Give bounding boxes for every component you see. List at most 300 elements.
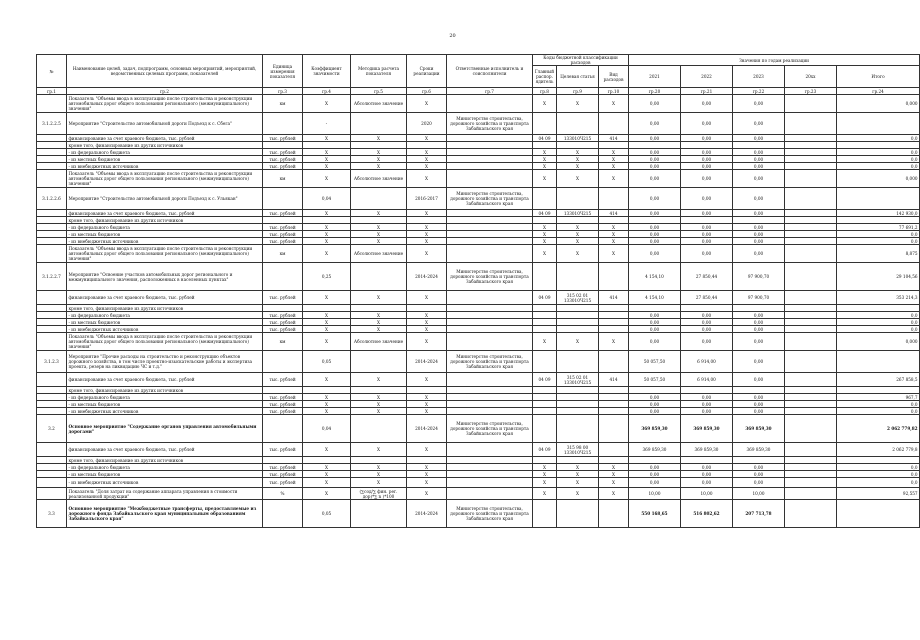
cell-responsible: [447, 231, 533, 238]
cell-term: [407, 305, 447, 312]
cell-unit: тыс. рублей: [263, 163, 303, 170]
cell-method: [351, 263, 407, 291]
cell-kbk-target: [557, 319, 599, 326]
cell-20xx: [785, 408, 837, 415]
cell-kbk-target: [557, 408, 599, 415]
cell-name: финансирование за счет краевого бюджета, тыс. рублей: [67, 443, 263, 457]
cell-method: Х: [351, 238, 407, 245]
cell-2023: 0,00: [733, 401, 785, 408]
cell-unit: [263, 142, 303, 149]
cell-kbk-kind: Х: [599, 245, 629, 263]
cell-num: [37, 319, 67, 326]
cell-responsible: [447, 238, 533, 245]
cell-kbk-target: [557, 312, 599, 319]
cell-unit: тыс. рублей: [263, 394, 303, 401]
cell-2021: 10,00: [629, 488, 681, 500]
cell-kbk-main: [533, 312, 557, 319]
cell-num: [37, 443, 67, 457]
cell-name: - из внебюджетных источников: [67, 163, 263, 170]
cell-num: [37, 394, 67, 401]
cell-term: Х: [407, 245, 447, 263]
cell-coef: [303, 387, 351, 394]
cell-kbk-target: [557, 500, 599, 528]
cell-term: [407, 457, 447, 464]
cell-responsible: [447, 464, 533, 471]
cell-kbk-kind: 414: [599, 373, 629, 387]
cell-total: [837, 387, 920, 394]
cell-unit: км: [263, 95, 303, 113]
cell-method: Х: [351, 319, 407, 326]
table-row: [37, 170, 920, 188]
cell-coef: 0,04: [303, 415, 351, 443]
cell-unit: тыс. рублей: [263, 326, 303, 333]
cell-kbk-kind: [599, 401, 629, 408]
header-kbk-target: Целевая статья: [557, 66, 599, 88]
cell-term: Х: [407, 149, 447, 156]
cell-kbk-kind: Х: [599, 238, 629, 245]
cell-coef: Х: [303, 231, 351, 238]
header-coef: Коэффициент значимости: [303, 55, 351, 88]
cell-unit: тыс. рублей: [263, 156, 303, 163]
cell-term: Х: [407, 238, 447, 245]
cell-2022: 0,00: [681, 394, 733, 401]
cell-responsible: [447, 319, 533, 326]
cell-method: [351, 500, 407, 528]
cell-responsible: [447, 156, 533, 163]
table-row: [37, 224, 920, 231]
cell-kbk-main: [533, 326, 557, 333]
cell-2023: 0,00: [733, 478, 785, 488]
cell-2021: 0,00: [629, 394, 681, 401]
cell-method: Х: [351, 291, 407, 305]
cell-total: 0,0: [837, 163, 920, 170]
cell-kbk-main: Х: [533, 163, 557, 170]
cell-coef: Х: [303, 401, 351, 408]
cell-coef: Х: [303, 238, 351, 245]
cell-total: 967,7: [837, 394, 920, 401]
cell-20xx: [785, 263, 837, 291]
cell-num: [37, 170, 67, 188]
cell-kbk-main: 04 09: [533, 373, 557, 387]
cell-2023: 369 859,30: [733, 443, 785, 457]
cell-kbk-target: [557, 326, 599, 333]
cell-method: Х: [351, 471, 407, 478]
cell-total: 8,875: [837, 245, 920, 263]
cell-2023: 0,00: [733, 170, 785, 188]
cell-unit: км: [263, 170, 303, 188]
cell-2022: 27 850,44: [681, 263, 733, 291]
cell-kbk-main: Х: [533, 478, 557, 488]
cell-20xx: [785, 319, 837, 326]
cell-2021: 0,00: [629, 326, 681, 333]
cell-kbk-target: [557, 401, 599, 408]
cell-kbk-target: [557, 394, 599, 401]
cell-term: Х: [407, 326, 447, 333]
cell-kbk-target: Х: [557, 245, 599, 263]
cell-method: Х: [351, 401, 407, 408]
cell-responsible: [447, 291, 533, 305]
cell-term: Х: [407, 231, 447, 238]
cell-kbk-main: [533, 113, 557, 135]
cell-kbk-target: [557, 387, 599, 394]
header-term: Сроки реализации: [407, 55, 447, 88]
cell-kbk-kind: [599, 113, 629, 135]
cell-name: Основное мероприятие "Содержание органов управления автомобильными дорогами": [67, 415, 263, 443]
cell-unit: тыс. рублей: [263, 373, 303, 387]
cell-2023: 97 900,70: [733, 263, 785, 291]
cell-total: 2 062 779,8: [837, 443, 920, 457]
column-number-cell: гр.21: [681, 88, 733, 95]
cell-2023: [733, 457, 785, 464]
cell-total: 0,0: [837, 464, 920, 471]
cell-term: 2014-2024: [407, 351, 447, 373]
cell-kbk-kind: [599, 387, 629, 394]
cell-method: Х: [351, 443, 407, 457]
cell-unit: %: [263, 488, 303, 500]
cell-num: [37, 373, 67, 387]
cell-2023: 0,00: [733, 394, 785, 401]
table-row: [37, 238, 920, 245]
cell-total: 0,0: [837, 471, 920, 478]
cell-name: - из федерального бюджета: [67, 149, 263, 156]
cell-term: Х: [407, 312, 447, 319]
cell-num: [37, 471, 67, 478]
cell-2022: 0,00: [681, 245, 733, 263]
cell-2021: 0,00: [629, 471, 681, 478]
cell-kbk-kind: [599, 326, 629, 333]
cell-term: Х: [407, 135, 447, 142]
cell-kbk-target: [557, 351, 599, 373]
cell-method: [351, 305, 407, 312]
cell-total: 0,0: [837, 401, 920, 408]
header-values-group: Значения по годам реализации: [629, 55, 920, 66]
cell-kbk-main: Х: [533, 231, 557, 238]
table-row: [37, 373, 920, 387]
program-table: [36, 54, 920, 528]
cell-2023: [733, 387, 785, 394]
cell-term: Х: [407, 156, 447, 163]
cell-unit: тыс. рублей: [263, 319, 303, 326]
cell-total: 0,000: [837, 170, 920, 188]
table-row: [37, 231, 920, 238]
cell-method: Х: [351, 163, 407, 170]
cell-coef: Х: [303, 163, 351, 170]
cell-2023: 0,00: [733, 464, 785, 471]
cell-coef: Х: [303, 464, 351, 471]
cell-kbk-main: [533, 217, 557, 224]
cell-method: [351, 217, 407, 224]
cell-kbk-target: [557, 217, 599, 224]
cell-coef: 0,05: [303, 500, 351, 528]
column-number-cell: гр.6: [407, 88, 447, 95]
cell-kbk-target: 315 02 01 133010Ч215: [557, 373, 599, 387]
cell-kbk-main: Х: [533, 464, 557, 471]
cell-kbk-target: [557, 457, 599, 464]
cell-20xx: [785, 373, 837, 387]
cell-2022: 0,00: [681, 170, 733, 188]
cell-num: [37, 401, 67, 408]
cell-kbk-kind: [599, 394, 629, 401]
cell-2023: 0,00: [733, 163, 785, 170]
cell-term: 2014-2024: [407, 263, 447, 291]
cell-2022: [681, 457, 733, 464]
table-row: [37, 156, 920, 163]
cell-responsible: [447, 488, 533, 500]
cell-20xx: [785, 305, 837, 312]
cell-kbk-main: Х: [533, 333, 557, 351]
cell-total: 0,0: [837, 319, 920, 326]
cell-unit: тыс. рублей: [263, 408, 303, 415]
cell-coef: Х: [303, 170, 351, 188]
table-row: [37, 291, 920, 305]
cell-kbk-main: [533, 319, 557, 326]
cell-unit: тыс. рублей: [263, 224, 303, 231]
cell-name: - из федерального бюджета: [67, 224, 263, 231]
cell-kbk-main: Х: [533, 488, 557, 500]
cell-2022: 0,00: [681, 312, 733, 319]
cell-method: Абсолютное значение: [351, 95, 407, 113]
cell-name: Показатель "Объемы ввода в эксплуатацию после строительства и реконструкции автомобильных дорог общего пользования регионального (межмуниципального) значения": [67, 245, 263, 263]
cell-name: кроме того, финансирование из других источников: [67, 457, 263, 464]
cell-kbk-main: [533, 415, 557, 443]
cell-total: [837, 457, 920, 464]
cell-unit: [263, 500, 303, 528]
cell-num: [37, 217, 67, 224]
cell-name: финансирование за счет краевого бюджета, тыс. рублей: [67, 373, 263, 387]
cell-kbk-main: 04 09: [533, 443, 557, 457]
cell-20xx: [785, 351, 837, 373]
cell-kbk-kind: Х: [599, 170, 629, 188]
cell-term: 2020: [407, 113, 447, 135]
header-year-20xx: 20хх: [785, 66, 837, 88]
cell-2021: 0,00: [629, 464, 681, 471]
cell-kbk-main: 04 09: [533, 210, 557, 217]
cell-20xx: [785, 500, 837, 528]
cell-responsible: [447, 149, 533, 156]
column-number-cell: гр.4: [303, 88, 351, 95]
cell-term: Х: [407, 401, 447, 408]
cell-2022: 369 859,30: [681, 443, 733, 457]
cell-kbk-target: Х: [557, 149, 599, 156]
table-row: [37, 210, 920, 217]
cell-2023: 0,00: [733, 333, 785, 351]
cell-2022: [681, 142, 733, 149]
cell-kbk-target: Х: [557, 488, 599, 500]
cell-num: 3.2: [37, 415, 67, 443]
cell-name: - из местных бюджетов: [67, 231, 263, 238]
cell-2022: 0,00: [681, 149, 733, 156]
cell-2023: 0,00: [733, 135, 785, 142]
cell-responsible: Министерство строительства, дорожного хозяйства и транспорта Забайкальского края: [447, 263, 533, 291]
cell-term: 2016-2017: [407, 188, 447, 210]
cell-responsible: [447, 245, 533, 263]
cell-coef: Х: [303, 326, 351, 333]
cell-2023: 0,00: [733, 224, 785, 231]
cell-num: [37, 163, 67, 170]
cell-kbk-main: 04 09: [533, 291, 557, 305]
cell-method: [351, 415, 407, 443]
table-header: [37, 55, 920, 95]
cell-name: Мероприятие "Освоение участков автомобильных дорог регионального и межмуниципального значения, расположенных в населенных пунктах": [67, 263, 263, 291]
cell-kbk-main: [533, 500, 557, 528]
cell-num: [37, 95, 67, 113]
cell-2022: 0,00: [681, 478, 733, 488]
cell-kbk-main: Х: [533, 156, 557, 163]
header-year-2021: 2021: [629, 66, 681, 88]
cell-2021: 50 057,50: [629, 373, 681, 387]
cell-unit: [263, 217, 303, 224]
cell-name: Мероприятие "Строительство автомобильной дороги Подъезд к с. Ульякан": [67, 188, 263, 210]
cell-2021: 0,00: [629, 113, 681, 135]
cell-responsible: [447, 224, 533, 231]
cell-term: Х: [407, 319, 447, 326]
cell-2023: 0,00: [733, 113, 785, 135]
table-row: [37, 263, 920, 291]
table-row: [37, 163, 920, 170]
cell-num: [37, 464, 67, 471]
cell-responsible: [447, 373, 533, 387]
cell-kbk-target: Х: [557, 231, 599, 238]
cell-num: [37, 210, 67, 217]
cell-20xx: [785, 113, 837, 135]
cell-total: 0,0: [837, 231, 920, 238]
cell-coef: 0,25: [303, 263, 351, 291]
cell-kbk-kind: [599, 500, 629, 528]
cell-kbk-target: Х: [557, 471, 599, 478]
cell-2022: [681, 217, 733, 224]
cell-2022: 0,00: [681, 231, 733, 238]
cell-num: 3.1.2.3: [37, 351, 67, 373]
cell-total: [837, 500, 920, 528]
cell-2021: 0,00: [629, 245, 681, 263]
cell-unit: тыс. рублей: [263, 312, 303, 319]
cell-kbk-kind: Х: [599, 478, 629, 488]
cell-responsible: [447, 305, 533, 312]
cell-20xx: [785, 163, 837, 170]
cell-name: Мероприятие "Прочие расходы на строительство и реконструкцию объектов дорожного хозяйства, в том числе проектно-изыскательские работы и экспертиза проекта, резерв на ликвидацию ЧС и т.д.": [67, 351, 263, 373]
column-number-cell: гр.24: [837, 88, 920, 95]
cell-total: [837, 142, 920, 149]
cell-coef: Х: [303, 95, 351, 113]
column-number-row: [37, 88, 920, 95]
cell-num: [37, 488, 67, 500]
cell-20xx: [785, 333, 837, 351]
table-row: [37, 333, 920, 351]
cell-term: Х: [407, 408, 447, 415]
cell-2021: 550 168,65: [629, 500, 681, 528]
header-name: Наименование целей, задач, подпрограмм, основных мероприятий, мероприятий, ведомственных целевых программ, показателей: [67, 55, 263, 88]
table-row: [37, 312, 920, 319]
cell-kbk-main: Х: [533, 95, 557, 113]
cell-2021: 0,00: [629, 401, 681, 408]
cell-responsible: [447, 95, 533, 113]
cell-2021: 50 057,50: [629, 351, 681, 373]
cell-kbk-main: [533, 457, 557, 464]
cell-num: 3.1.2.2.6: [37, 188, 67, 210]
cell-responsible: [447, 387, 533, 394]
cell-2021: [629, 387, 681, 394]
cell-responsible: Министерство строительства, дорожного хозяйства и транспорта Забайкальского края: [447, 113, 533, 135]
cell-20xx: [785, 231, 837, 238]
cell-2023: [733, 217, 785, 224]
cell-2022: [681, 387, 733, 394]
cell-kbk-kind: Х: [599, 333, 629, 351]
cell-method: Х: [351, 326, 407, 333]
cell-method: [351, 113, 407, 135]
cell-method: [351, 188, 407, 210]
cell-name: Основное мероприятие "Межбюджетные трансферты, предоставляемые из дорожного фонда Забайкальского края муниципальным образованиям Забайкальского края": [67, 500, 263, 528]
cell-num: [37, 245, 67, 263]
cell-method: Х: [351, 373, 407, 387]
cell-term: Х: [407, 443, 447, 457]
cell-unit: [263, 351, 303, 373]
cell-method: Х: [351, 408, 407, 415]
cell-name: - из федерального бюджета: [67, 394, 263, 401]
column-number-cell: гр.9: [557, 88, 599, 95]
cell-total: [837, 217, 920, 224]
cell-total: 29 104,56: [837, 263, 920, 291]
cell-2023: 0,00: [733, 326, 785, 333]
cell-responsible: [447, 471, 533, 478]
cell-num: [37, 312, 67, 319]
cell-total: 2 062 779,82: [837, 415, 920, 443]
cell-2021: 0,00: [629, 170, 681, 188]
header-method: Методика расчета показателя: [351, 55, 407, 88]
cell-coef: [303, 457, 351, 464]
cell-total: 142 930,0: [837, 210, 920, 217]
cell-2023: 0,00: [733, 238, 785, 245]
cell-name: - из местных бюджетов: [67, 319, 263, 326]
cell-kbk-target: Х: [557, 170, 599, 188]
column-number-cell: гр.20: [629, 88, 681, 95]
cell-20xx: [785, 170, 837, 188]
cell-2022: 0,00: [681, 95, 733, 113]
cell-2021: 4 154,10: [629, 263, 681, 291]
cell-num: [37, 135, 67, 142]
cell-unit: тыс. рублей: [263, 238, 303, 245]
cell-unit: тыс. рублей: [263, 210, 303, 217]
cell-num: [37, 333, 67, 351]
cell-2022: 0,00: [681, 113, 733, 135]
cell-method: (∑сод/∑ фин. рег. дор)*∑ n )*100: [351, 488, 407, 500]
cell-2023: 0,00: [733, 408, 785, 415]
header-resp: Ответственные исполнитель и соисполнители: [447, 55, 533, 88]
cell-kbk-kind: Х: [599, 471, 629, 478]
cell-term: Х: [407, 163, 447, 170]
cell-2022: 0,00: [681, 210, 733, 217]
cell-total: 0,0: [837, 312, 920, 319]
cell-name: - из внебюджетных источников: [67, 478, 263, 488]
cell-2023: 0,00: [733, 312, 785, 319]
table-row: [37, 135, 920, 142]
cell-2023: 0,00: [733, 319, 785, 326]
cell-kbk-kind: 414: [599, 291, 629, 305]
cell-unit: тыс. рублей: [263, 231, 303, 238]
cell-kbk-kind: 414: [599, 210, 629, 217]
header-total: Итого: [837, 66, 920, 88]
cell-kbk-target: 315 98 00 133010Ч215: [557, 443, 599, 457]
cell-responsible: [447, 333, 533, 351]
cell-2023: 0,00: [733, 471, 785, 478]
cell-2023: 0,00: [733, 210, 785, 217]
cell-unit: км: [263, 333, 303, 351]
table-row: [37, 142, 920, 149]
cell-kbk-main: [533, 188, 557, 210]
cell-total: 0,0: [837, 326, 920, 333]
cell-unit: [263, 113, 303, 135]
cell-num: [37, 149, 67, 156]
cell-2023: 0,00: [733, 188, 785, 210]
